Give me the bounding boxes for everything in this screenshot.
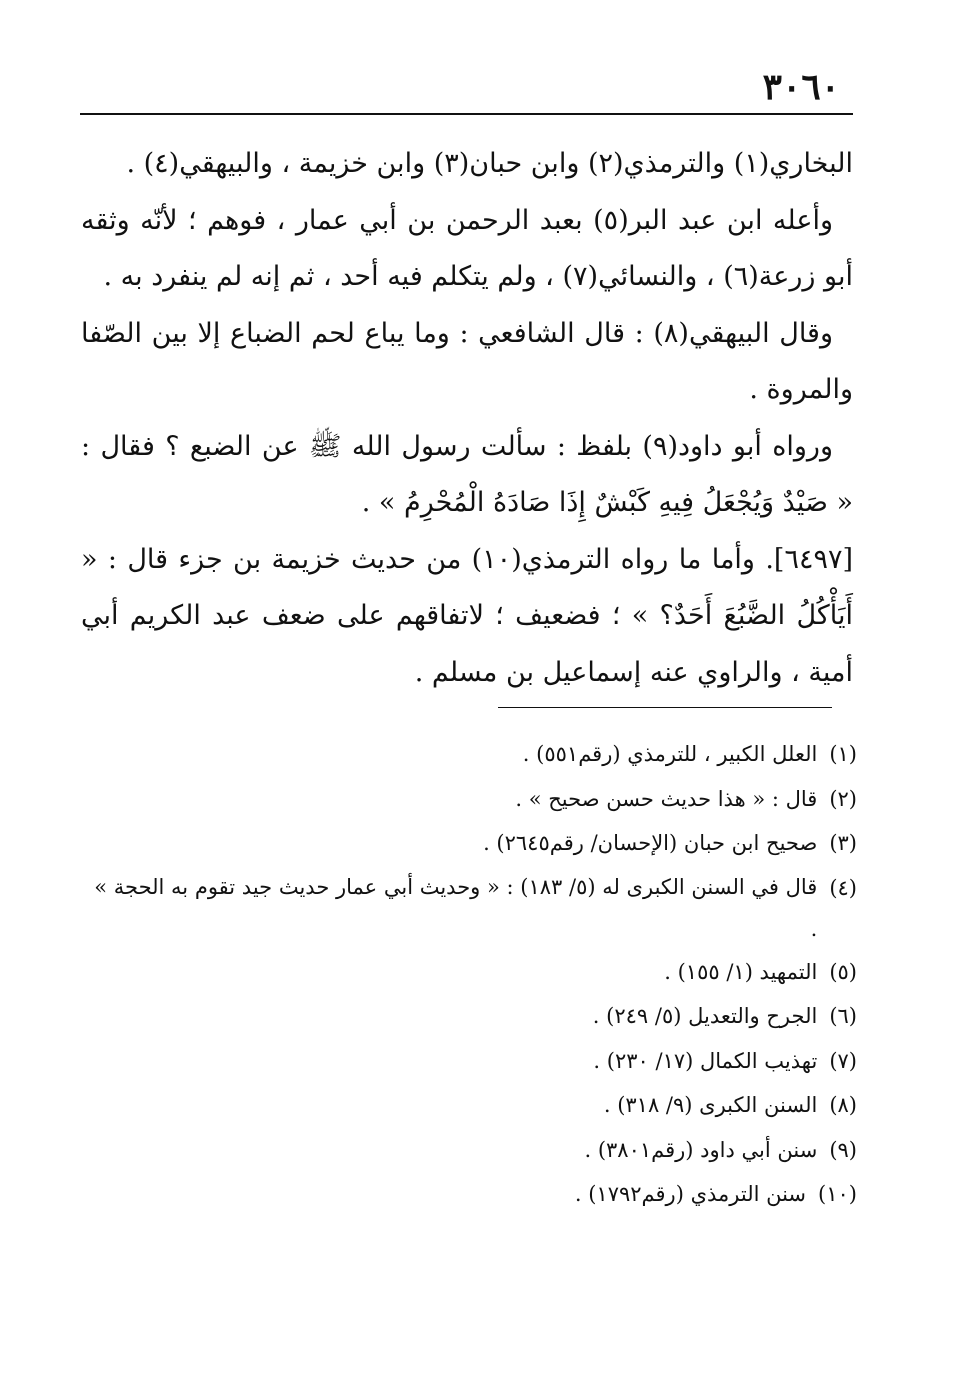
main-text bbox=[81, 136, 853, 701]
footnote-text: السنن الكبرى (٩/ ٣١٨) . bbox=[603, 1093, 818, 1117]
footnote bbox=[81, 1172, 857, 1217]
footnote-text: العلل الكبير ، للترمذي (رقم٥٥١) . bbox=[522, 742, 818, 766]
footnote bbox=[81, 1128, 857, 1173]
paragraph: ورواه أبو داود(٩) بلفظ : سألت رسول الله ﷺ عن الضبع ؟ فقال : « صَيْدٌ وَيُجْعَلُ فِيهِ كَبْشٌ إِذَا صَادَهُ الْمُحْرِمُ » . bbox=[81, 430, 853, 518]
footnote-text: الجرح والتعديل (٥/ ٢٤٩) . bbox=[592, 1004, 818, 1028]
footnote bbox=[81, 1039, 857, 1084]
footnote-number: (٦) bbox=[829, 1004, 857, 1028]
paragraph: وأعله ابن عبد البر(٥) بعبد الرحمن بن أبي عمار ، فوهم ؛ لأنّه وثقه أبو زرعة(٦) ، والنسائي(٧) ، ولم يتكلم فيه أحد ، ثم إنه لم ينفرد به . bbox=[81, 204, 853, 292]
header-rule bbox=[80, 113, 853, 115]
footnote-text: صحيح ابن حبان (الإحسان/ رقم٢٦٤٥) . bbox=[483, 831, 818, 855]
footnote-number: (٧) bbox=[829, 1048, 857, 1073]
footnote bbox=[81, 821, 857, 866]
footnote-number: (١) bbox=[829, 742, 857, 766]
footnote-text: تهذيب الكمال (١٧/ ٢٣٠) . bbox=[593, 1048, 818, 1073]
footnote bbox=[81, 777, 857, 822]
footnote bbox=[81, 732, 857, 777]
footnote bbox=[81, 866, 857, 950]
footnote-text: قال في السنن الكبرى له (٥/ ١٨٣) : « وحديث أبي عمار حديث جيد تقوم به الحجة » . bbox=[94, 874, 818, 941]
footnote bbox=[81, 1083, 857, 1128]
footnote-text: سنن الترمذي (رقم١٧٩٢) . bbox=[574, 1182, 807, 1206]
footnote-number: (٩) bbox=[829, 1137, 857, 1162]
footnotes bbox=[81, 732, 857, 1217]
footnote-number: (٣) bbox=[829, 831, 857, 855]
footnote-separator bbox=[498, 707, 832, 708]
footnote bbox=[81, 994, 857, 1039]
footnote-number: (٢) bbox=[829, 786, 857, 811]
footnote-number: (٨) bbox=[829, 1093, 857, 1117]
footnote-text: قال : « هذا حديث حسن صحيح » . bbox=[515, 786, 818, 811]
footnote-text: سنن أبي داود (رقم٣٨٠١) . bbox=[584, 1137, 818, 1162]
footnote-number: (٥) bbox=[829, 959, 857, 984]
footnote-text: التمهيد (١/ ١٥٥) . bbox=[664, 959, 818, 984]
footnote-number: (١٠) bbox=[818, 1182, 857, 1206]
page-number: ٣٠٦٠ bbox=[762, 66, 840, 108]
paragraph: [٦٤٩٧]. وأما ما رواه الترمذي(١٠) من حديث خزيمة بن جزء قال : « أَيَأْكُلُ الضَّبُعَ أَحَدٌ؟ » ؛ فضعيف ؛ لاتفاقهم على ضعف عبد الكريم أبي أمية ، والراوي عنه إسماعيل بن مسلم . bbox=[81, 543, 853, 688]
paragraph: البخاري(١) والترمذي(٢) وابن حبان(٣) وابن خزيمة ، والبيهقي(٤) . bbox=[126, 148, 853, 179]
paragraph: وقال البيهقي(٨) : قال الشافعي : وما يباع لحم الضباع إلا بين الصّفا والمروة . bbox=[81, 317, 853, 405]
footnote-number: (٤) bbox=[829, 875, 857, 900]
footnote bbox=[81, 950, 857, 995]
